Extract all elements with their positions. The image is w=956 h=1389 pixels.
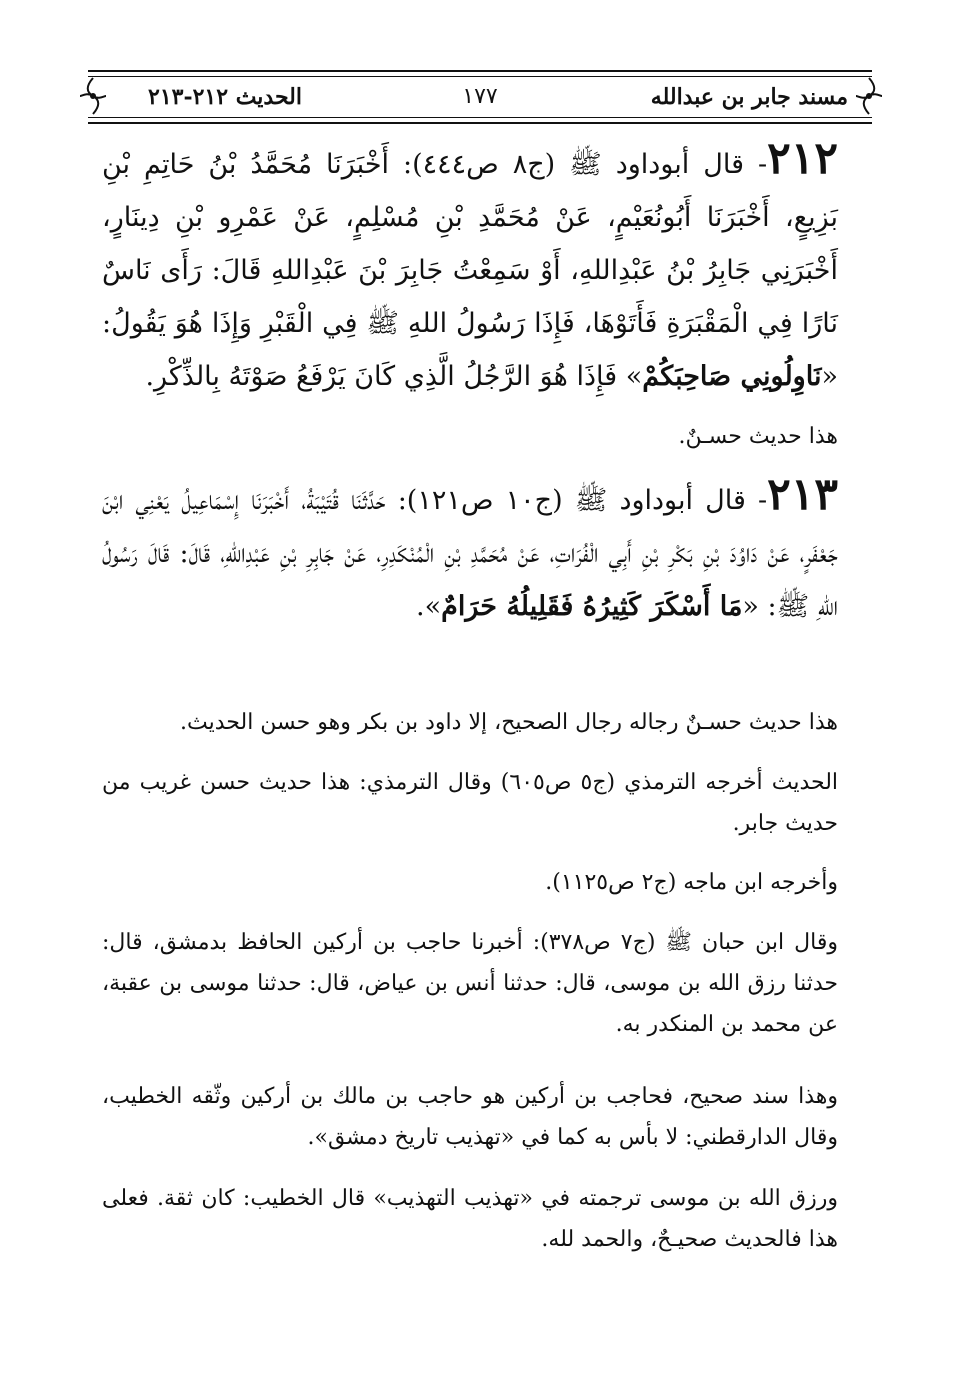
ornament-icon — [78, 76, 108, 116]
commentary-paragraph: هذا حديث حسـنٌ رجاله رجال الصحيح، إلا داود بن بكر وهو حسن الحديث. — [180, 710, 838, 735]
commentary-paragraph: وهذا سند صحيح، فحاجب بن أركين هو حاجب بن مالك بن أركين وثّقه الخطيب، وقال الدارقطني: لا بأس به كما في «تهذيب تاريخ دمشق». — [102, 1084, 838, 1150]
hadith-212-text — [102, 132, 838, 403]
hadith-matn: نَاوِلُونِي صَاحِبَكُمْ — [642, 361, 822, 392]
hadith-range: الحديث ٢١٢-٢١٣ — [148, 84, 302, 110]
commentary-paragraph: الحديث أخرجه الترمذي (ج٥ ص٦٠٥) وقال الترمذي: هذا حديث حسن غريب من حديث جابر. — [102, 770, 839, 836]
hadith-ending: ». — [416, 591, 442, 622]
hadith-number: ٢١٢ — [767, 133, 838, 184]
hadith-number: ٢١٣ — [767, 469, 838, 520]
hadith-213-text — [102, 468, 838, 633]
hadith-isnad: - قال أبوداود ﷺ (ج٨ ص٤٤٤): أَخْبَرَنَا مُحَمَّدُ بْنُ حَاتِمِ بْنِ بَزِيعٍ، أَخْبَرَنَا أَبُونُعَيْمٍ، عَنْ مُحَمَّدِ بْنِ مُسْلِمٍ، عَنْ عَمْرِو بْنِ دِينَارٍ، أَخْبَرَنِي جَابِرُ بْنُ عَبْدِاللهِ، أَوْ سَمِعْتُ جَابِرَ بْنَ عَبْدِاللهِ قَالَ: رَأَى نَاسٌ نَارًا فِي الْمَقْبَرَةِ فَأَتَوْهَا، فَإِذَا رَسُولُ اللهِ ﷺ فِي الْقَبْرِ وَإِذَا هُوَ يَقُولُ: « — [102, 149, 838, 392]
page-number: ١٧٧ — [462, 84, 498, 109]
book-title: مسند جابر بن عبدالله — [650, 84, 848, 110]
hadith-matn: مَا أَسْكَرَ كَثِيرُهُ فَقَلِيلُهُ حَرَامٌ — [441, 591, 743, 622]
ornament-icon — [854, 76, 884, 116]
hadith-ending: » فَإِذَا هُوَ الرَّجُلُ الَّذِي كَانَ يَرْفَعُ صَوْتَهُ بِالذِّكْرِ. — [145, 361, 643, 392]
commentary-paragraph: وقال ابن حبان ﷺ (ج٧ ص٣٧٨): أخبرنا حاجب بن أركين الحافظ بدمشق، قال: حدثنا رزق الله بن موسى، قال: حدثنا أنس بن عياض، قال: حدثنا موسى بن عقبة، عن محمد بن المنكدر به. — [102, 930, 838, 1037]
hadith-212-grade: هذا حديث حسـنٌ. — [678, 424, 838, 449]
hadith-isnad: - قال أبوداود ﷺ (ج١٠ ص١٢١): حَدَّثَنَا قُتَيْبَةُ، أَخْبَرَنَا إِسْمَاعِيلُ يَعْنِي ابْنَ جَعْفَرٍ، عَنْ دَاوُدَ بْنِ بَكْرِ بْنِ أَبِي الْفُرَاتِ، عَنْ مُحَمَّدِ بْنِ الْمُنْكَدِرِ، عَنْ جَابِرِ بْنِ عَبْدِاللهِ، قَالَ: قَالَ رَسُولُ اللهِ ﷺ: « — [102, 485, 838, 622]
commentary-paragraph: وأخرجه ابن ماجه (ج٢ ص١١٢٥). — [545, 870, 838, 895]
commentary-paragraph: ورزق الله بن موسى ترجمته في «تهذيب التهذيب» قال الخطيب: كان ثقة. فعلى هذا فالحديث صحيـحٌ، والحمد لله. — [102, 1186, 838, 1252]
